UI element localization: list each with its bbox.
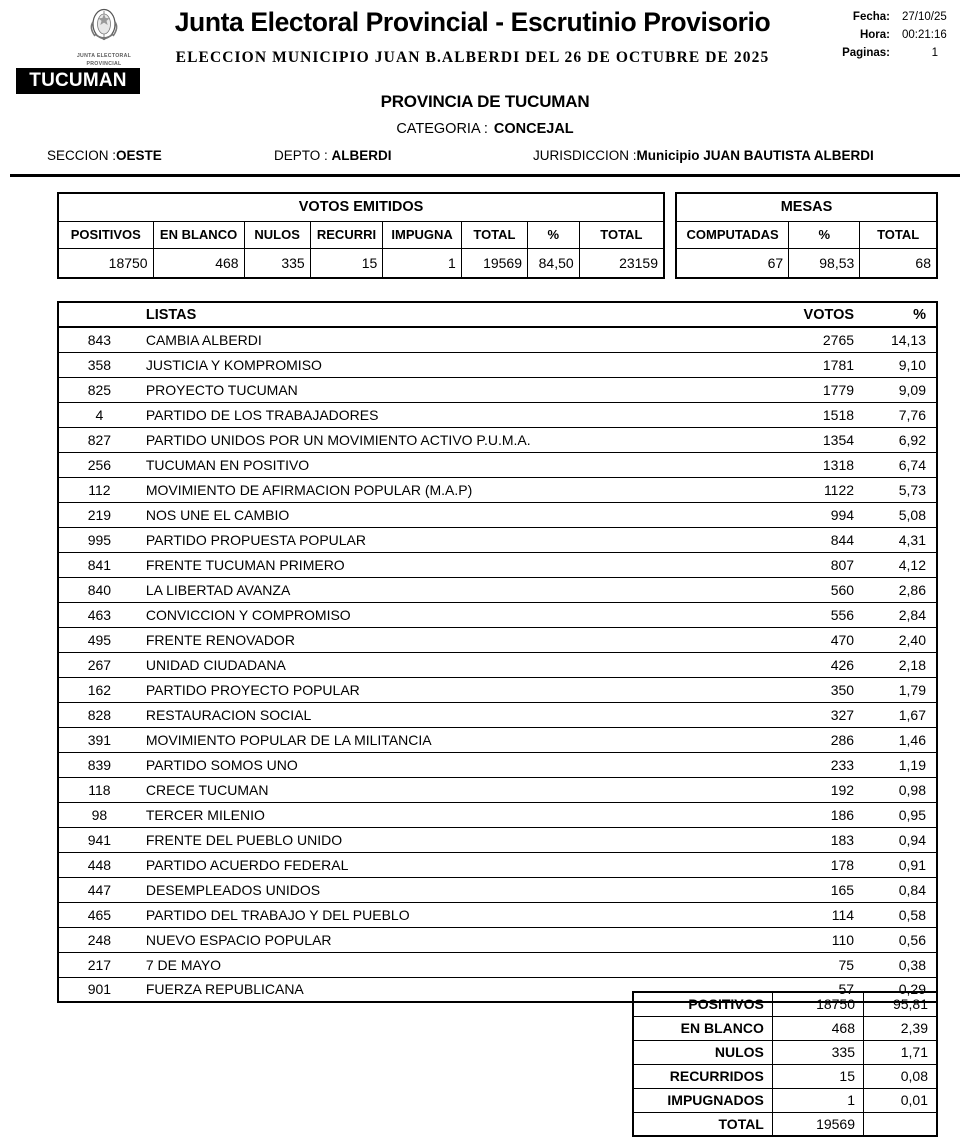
categoria-value: CONCEJAL xyxy=(493,121,574,137)
th-en-blanco: EN BLANCO xyxy=(153,221,244,248)
votos-emitidos-title: VOTOS EMITIDOS xyxy=(58,193,664,221)
lista-nombre: PROYECTO TUCUMAN xyxy=(140,377,758,402)
lista-numero: 448 xyxy=(58,852,140,877)
lista-porcentaje: 0,29 xyxy=(863,977,937,1002)
table-row xyxy=(58,452,937,477)
totales-value: 18750 xyxy=(772,992,863,1016)
lista-nombre: CONVICCION Y COMPROMISO xyxy=(140,602,758,627)
jurisdiccion-label: JURISDICCION : xyxy=(533,148,637,163)
td-total: 19569 xyxy=(461,248,527,278)
td-mesas-total: 68 xyxy=(860,248,937,278)
geography-line xyxy=(0,148,970,166)
lista-votos: 560 xyxy=(758,577,863,602)
lista-numero: 358 xyxy=(58,352,140,377)
lista-porcentaje: 2,40 xyxy=(863,627,937,652)
lista-nombre: TUCUMAN EN POSITIVO xyxy=(140,452,758,477)
lista-numero: 941 xyxy=(58,827,140,852)
table-row xyxy=(58,827,937,852)
lista-nombre: UNIDAD CIUDADANA xyxy=(140,652,758,677)
totales-value: 468 xyxy=(772,1016,863,1040)
table-row xyxy=(58,577,937,602)
lista-numero: 465 xyxy=(58,902,140,927)
totales-value: 1 xyxy=(772,1088,863,1112)
lista-porcentaje: 6,74 xyxy=(863,452,937,477)
lista-numero: 839 xyxy=(58,752,140,777)
report-meta xyxy=(786,8,962,62)
table-row xyxy=(58,702,937,727)
totales-row xyxy=(633,1040,937,1064)
lista-porcentaje: 14,13 xyxy=(863,327,937,352)
lista-numero: 828 xyxy=(58,702,140,727)
td-porcentaje: 84,50 xyxy=(528,248,580,278)
lista-votos: 470 xyxy=(758,627,863,652)
votos-emitidos-value-row xyxy=(58,248,664,278)
td-impugna: 1 xyxy=(383,248,462,278)
totales-label: POSITIVOS xyxy=(633,992,772,1016)
totales-row xyxy=(633,1112,937,1136)
lista-nombre: NUEVO ESPACIO POPULAR xyxy=(140,927,758,952)
table-row xyxy=(58,952,937,977)
th-porcentaje: % xyxy=(528,221,580,248)
lista-votos: 186 xyxy=(758,802,863,827)
depto-label: DEPTO : xyxy=(274,148,328,163)
logo-caption-line-1: JUNTA ELECTORAL xyxy=(76,53,132,59)
totales-pct: 1,71 xyxy=(864,1040,938,1064)
td-en-blanco: 468 xyxy=(153,248,244,278)
seccion-field xyxy=(47,148,162,163)
paginas-value: 1 xyxy=(931,47,938,59)
lista-nombre: PARTIDO DEL TRABAJO Y DEL PUEBLO xyxy=(140,902,758,927)
totales-label: TOTAL xyxy=(633,1112,772,1136)
totales-row xyxy=(633,1016,937,1040)
province-badge: TUCUMAN xyxy=(16,68,140,94)
lista-porcentaje: 5,08 xyxy=(863,502,937,527)
table-row xyxy=(58,877,937,902)
page-title: Junta Electoral Provincial - Escrutinio Provisorio xyxy=(174,7,771,37)
mesas-header-row xyxy=(676,221,937,248)
lista-numero: 840 xyxy=(58,577,140,602)
table-row xyxy=(58,427,937,452)
meta-row-paginas xyxy=(786,44,962,62)
lista-votos: 286 xyxy=(758,727,863,752)
lista-porcentaje: 2,84 xyxy=(863,602,937,627)
table-row xyxy=(58,752,937,777)
lista-nombre: MOVIMIENTO POPULAR DE LA MILITANCIA xyxy=(140,727,758,752)
lista-nombre: CAMBIA ALBERDI xyxy=(140,327,758,352)
lista-votos: 994 xyxy=(758,502,863,527)
votos-emitidos-table xyxy=(57,192,665,279)
provincial-shield-icon xyxy=(84,4,124,52)
lista-porcentaje: 9,09 xyxy=(863,377,937,402)
td-total-general: 23159 xyxy=(579,248,664,278)
lista-votos: 350 xyxy=(758,677,863,702)
lista-votos: 2765 xyxy=(758,327,863,352)
lista-votos: 1518 xyxy=(758,402,863,427)
mesas-value-row xyxy=(676,248,937,278)
totales-table xyxy=(632,991,938,1137)
lista-nombre: PARTIDO DE LOS TRABAJADORES xyxy=(140,402,758,427)
lista-numero: 463 xyxy=(58,602,140,627)
totales-label: IMPUGNADOS xyxy=(633,1088,772,1112)
table-row xyxy=(58,527,937,552)
mesas-title: MESAS xyxy=(676,193,937,221)
table-row xyxy=(58,327,937,352)
lista-numero: 827 xyxy=(58,427,140,452)
th-listas: LISTAS xyxy=(140,302,758,327)
lista-votos: 183 xyxy=(758,827,863,852)
meta-row-fecha xyxy=(786,8,962,26)
lista-numero: 256 xyxy=(58,452,140,477)
td-computadas: 67 xyxy=(676,248,789,278)
lista-votos: 57 xyxy=(758,977,863,1002)
lista-votos: 1122 xyxy=(758,477,863,502)
meta-row-hora xyxy=(786,26,962,44)
table-row xyxy=(58,352,937,377)
lista-nombre: DESEMPLEADOS UNIDOS xyxy=(140,877,758,902)
lista-porcentaje: 1,79 xyxy=(863,677,937,702)
lista-votos: 114 xyxy=(758,902,863,927)
lista-numero: 841 xyxy=(58,552,140,577)
lista-votos: 1354 xyxy=(758,427,863,452)
lista-nombre: PARTIDO PROPUESTA POPULAR xyxy=(140,527,758,552)
totales-value: 335 xyxy=(772,1040,863,1064)
lista-votos: 426 xyxy=(758,652,863,677)
table-row xyxy=(58,777,937,802)
table-row xyxy=(58,677,937,702)
lista-votos: 192 xyxy=(758,777,863,802)
table-row xyxy=(58,377,937,402)
lista-numero: 219 xyxy=(58,502,140,527)
lista-nombre: FRENTE DEL PUEBLO UNIDO xyxy=(140,827,758,852)
province-heading: PROVINCIA DE TUCUMAN xyxy=(380,92,590,111)
totales-value: 15 xyxy=(772,1064,863,1088)
lista-porcentaje: 6,92 xyxy=(863,427,937,452)
totales-pct: 95,81 xyxy=(864,992,938,1016)
lista-votos: 556 xyxy=(758,602,863,627)
lista-porcentaje: 0,84 xyxy=(863,877,937,902)
th-computadas: COMPUTADAS xyxy=(676,221,789,248)
td-positivos: 18750 xyxy=(58,248,153,278)
seccion-label: SECCION : xyxy=(47,148,117,163)
jurisdiccion-value: Municipio JUAN BAUTISTA ALBERDI xyxy=(636,148,874,163)
listas-header-spacer xyxy=(58,302,140,327)
lista-porcentaje: 1,19 xyxy=(863,752,937,777)
hora-value: 00:21:16 xyxy=(902,29,947,41)
lista-numero: 901 xyxy=(58,977,140,1002)
lista-votos: 1779 xyxy=(758,377,863,402)
totales-row xyxy=(633,1088,937,1112)
lista-numero: 217 xyxy=(58,952,140,977)
totales-pct: 0,08 xyxy=(864,1064,938,1088)
table-row xyxy=(58,552,937,577)
lista-nombre: CRECE TUCUMAN xyxy=(140,777,758,802)
lista-votos: 75 xyxy=(758,952,863,977)
lista-numero: 825 xyxy=(58,377,140,402)
table-row xyxy=(58,727,937,752)
table-row xyxy=(58,402,937,427)
lista-numero: 162 xyxy=(58,677,140,702)
lista-numero: 4 xyxy=(58,402,140,427)
totales-pct: 2,39 xyxy=(864,1016,938,1040)
totales-row xyxy=(633,1064,937,1088)
lista-votos: 178 xyxy=(758,852,863,877)
lista-porcentaje: 1,67 xyxy=(863,702,937,727)
fecha-value: 27/10/25 xyxy=(902,11,947,23)
th-positivos: POSITIVOS xyxy=(58,221,153,248)
lista-porcentaje: 0,95 xyxy=(863,802,937,827)
lista-votos: 233 xyxy=(758,752,863,777)
totales-label: NULOS xyxy=(633,1040,772,1064)
lista-porcentaje: 1,46 xyxy=(863,727,937,752)
lista-numero: 118 xyxy=(58,777,140,802)
lista-votos: 327 xyxy=(758,702,863,727)
lista-porcentaje: 0,58 xyxy=(863,902,937,927)
lista-nombre: RESTAURACION SOCIAL xyxy=(140,702,758,727)
table-row xyxy=(58,602,937,627)
lista-porcentaje: 0,56 xyxy=(863,927,937,952)
lista-nombre: TERCER MILENIO xyxy=(140,802,758,827)
table-row xyxy=(58,502,937,527)
lista-porcentaje: 0,98 xyxy=(863,777,937,802)
lista-nombre: FRENTE RENOVADOR xyxy=(140,627,758,652)
lista-numero: 267 xyxy=(58,652,140,677)
lista-votos: 844 xyxy=(758,527,863,552)
lista-nombre: MOVIMIENTO DE AFIRMACION POPULAR (M.A.P) xyxy=(140,477,758,502)
listas-header-row xyxy=(58,302,937,327)
th-votos: VOTOS xyxy=(758,302,863,327)
lista-nombre: FUERZA REPUBLICANA xyxy=(140,977,758,1002)
lista-porcentaje: 4,12 xyxy=(863,552,937,577)
lista-votos: 165 xyxy=(758,877,863,902)
totales-pct: 0,01 xyxy=(864,1088,938,1112)
lista-porcentaje: 0,38 xyxy=(863,952,937,977)
mesas-title-row xyxy=(676,193,937,221)
table-row xyxy=(58,627,937,652)
totales-label: EN BLANCO xyxy=(633,1016,772,1040)
th-impugna: IMPUGNA xyxy=(383,221,462,248)
jurisdiccion-field xyxy=(533,148,874,163)
depto-value: ALBERDI xyxy=(331,148,392,163)
th-total: TOTAL xyxy=(461,221,527,248)
lista-votos: 807 xyxy=(758,552,863,577)
lista-nombre: JUSTICIA Y KOMPROMISO xyxy=(140,352,758,377)
lista-nombre: FRENTE TUCUMAN PRIMERO xyxy=(140,552,758,577)
lista-porcentaje: 2,86 xyxy=(863,577,937,602)
td-nulos: 335 xyxy=(244,248,310,278)
lista-nombre: 7 DE MAYO xyxy=(140,952,758,977)
listas-table xyxy=(57,301,938,1003)
lista-nombre: NOS UNE EL CAMBIO xyxy=(140,502,758,527)
mesas-table xyxy=(675,192,938,279)
lista-numero: 248 xyxy=(58,927,140,952)
lista-numero: 391 xyxy=(58,727,140,752)
lista-numero: 447 xyxy=(58,877,140,902)
lista-porcentaje: 4,31 xyxy=(863,527,937,552)
lista-numero: 843 xyxy=(58,327,140,352)
td-recurri: 15 xyxy=(310,248,383,278)
lista-nombre: PARTIDO UNIDOS POR UN MOVIMIENTO ACTIVO P.U.M.A. xyxy=(140,427,758,452)
lista-porcentaje: 9,10 xyxy=(863,352,937,377)
th-mesas-pct: % xyxy=(789,221,860,248)
page-subtitle: ELECCION MUNICIPIO JUAN B.ALBERDI DEL 26 DE OCTUBRE DE 2025 xyxy=(175,49,770,66)
table-row xyxy=(58,802,937,827)
lista-nombre: PARTIDO PROYECTO POPULAR xyxy=(140,677,758,702)
paginas-label: Paginas: xyxy=(842,47,890,59)
seccion-value: OESTE xyxy=(116,148,162,163)
lista-porcentaje: 5,73 xyxy=(863,477,937,502)
totales-row xyxy=(633,992,937,1016)
th-total-general: TOTAL xyxy=(579,221,664,248)
lista-nombre: PARTIDO SOMOS UNO xyxy=(140,752,758,777)
lista-numero: 495 xyxy=(58,627,140,652)
lista-porcentaje: 0,91 xyxy=(863,852,937,877)
th-pct: % xyxy=(863,302,937,327)
hora-label: Hora: xyxy=(859,29,890,41)
votos-emitidos-header-row xyxy=(58,221,664,248)
categoria-line xyxy=(0,121,970,137)
categoria-label: CATEGORIA : xyxy=(396,121,488,137)
lista-porcentaje: 0,94 xyxy=(863,827,937,852)
lista-votos: 1781 xyxy=(758,352,863,377)
th-recurri: RECURRI xyxy=(310,221,383,248)
lista-porcentaje: 2,18 xyxy=(863,652,937,677)
th-nulos: NULOS xyxy=(244,221,310,248)
totales-label: RECURRIDOS xyxy=(633,1064,772,1088)
votos-emitidos-title-row xyxy=(58,193,664,221)
header-divider xyxy=(10,174,960,177)
lista-porcentaje: 7,76 xyxy=(863,402,937,427)
table-row xyxy=(58,477,937,502)
table-row xyxy=(58,902,937,927)
totales-value: 19569 xyxy=(772,1112,863,1136)
table-row xyxy=(58,927,937,952)
table-row xyxy=(58,852,937,877)
lista-numero: 112 xyxy=(58,477,140,502)
totales-pct xyxy=(864,1112,938,1136)
depto-field xyxy=(274,148,392,163)
th-mesas-total: TOTAL xyxy=(860,221,937,248)
lista-votos: 110 xyxy=(758,927,863,952)
lista-numero: 98 xyxy=(58,802,140,827)
junta-electoral-logo xyxy=(72,4,136,67)
lista-nombre: LA LIBERTAD AVANZA xyxy=(140,577,758,602)
table-row xyxy=(58,652,937,677)
lista-nombre: PARTIDO ACUERDO FEDERAL xyxy=(140,852,758,877)
listas-table-body xyxy=(58,302,937,1002)
lista-votos: 1318 xyxy=(758,452,863,477)
logo-caption-line-2: PROVINCIAL xyxy=(86,60,122,67)
td-mesas-pct: 98,53 xyxy=(789,248,860,278)
fecha-label: Fecha: xyxy=(852,11,890,23)
totales-table-body xyxy=(633,992,937,1136)
lista-numero: 995 xyxy=(58,527,140,552)
